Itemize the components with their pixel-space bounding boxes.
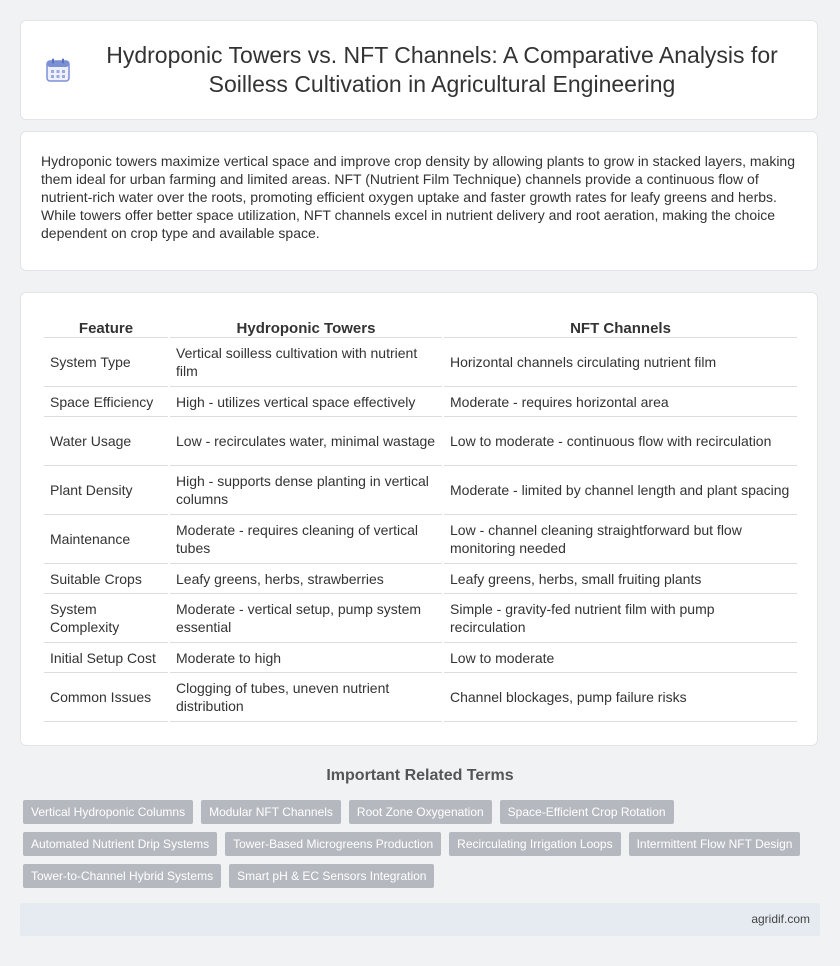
related-tag[interactable]: Tower-Based Microgreens Production bbox=[225, 832, 441, 856]
nft-cell: Channel blockages, pump failure risks bbox=[444, 673, 797, 722]
related-terms-list bbox=[23, 800, 813, 896]
towers-cell: High - utilizes vertical space effectively bbox=[170, 387, 442, 417]
nft-cell: Low to moderate bbox=[444, 643, 797, 673]
footer bbox=[20, 903, 820, 936]
comparison-card bbox=[20, 292, 818, 746]
intro-card bbox=[20, 131, 818, 271]
table-row bbox=[44, 338, 797, 387]
intro-paragraph: Hydroponic towers maximize vertical space and improve crop density by allowing plants to grow in stacked layers, making them ideal for urban farming and limited areas. NFT (Nutrient Film Technique) channels provide a continuous flow of nutrient-rich water over the roots, promoting efficient oxygen uptake and faster growth rates for leafy greens and herbs. While towers offer better space utilization, NFT channels excel in nutrient delivery and root aeration, making the choice dependent on crop type and available space. bbox=[41, 153, 795, 241]
calendar-icon bbox=[45, 57, 71, 83]
related-tag[interactable]: Root Zone Oxygenation bbox=[349, 800, 492, 824]
footer-site-link[interactable]: agridif.com bbox=[751, 912, 810, 926]
towers-cell: Moderate to high bbox=[170, 643, 442, 673]
table-row bbox=[44, 417, 797, 466]
table-row bbox=[44, 643, 797, 673]
table-header-row bbox=[44, 313, 797, 338]
towers-cell: Clogging of tubes, uneven nutrient distribution bbox=[170, 673, 442, 722]
comparison-table bbox=[42, 313, 799, 722]
related-tag[interactable]: Recirculating Irrigation Loops bbox=[449, 832, 620, 856]
related-terms-title: Important Related Terms bbox=[326, 767, 514, 784]
header-card bbox=[20, 20, 818, 120]
nft-cell: Moderate - requires horizontal area bbox=[444, 387, 797, 417]
related-tag[interactable]: Modular NFT Channels bbox=[201, 800, 341, 824]
header-feature: Feature bbox=[44, 313, 168, 338]
nft-cell: Simple - gravity-fed nutrient film with pump recirculation bbox=[444, 594, 797, 643]
towers-cell: Vertical soilless cultivation with nutrient film bbox=[170, 338, 442, 387]
header-towers: Hydroponic Towers bbox=[170, 313, 442, 338]
towers-cell: Moderate - vertical setup, pump system essential bbox=[170, 594, 442, 643]
table-row bbox=[44, 387, 797, 417]
nft-cell: Moderate - limited by channel length and plant spacing bbox=[444, 466, 797, 515]
feature-cell: Plant Density bbox=[44, 466, 168, 515]
feature-cell: Suitable Crops bbox=[44, 564, 168, 594]
towers-cell: Low - recirculates water, minimal wastage bbox=[170, 417, 442, 466]
feature-cell: System Complexity bbox=[44, 594, 168, 643]
related-tag[interactable]: Smart pH & EC Sensors Integration bbox=[229, 864, 434, 888]
nft-cell: Low - channel cleaning straightforward but flow monitoring needed bbox=[444, 515, 797, 564]
towers-cell: Leafy greens, herbs, strawberries bbox=[170, 564, 442, 594]
header-nft: NFT Channels bbox=[444, 313, 797, 338]
nft-cell: Low to moderate - continuous flow with recirculation bbox=[444, 417, 797, 466]
feature-cell: Common Issues bbox=[44, 673, 168, 722]
towers-cell: Moderate - requires cleaning of vertical tubes bbox=[170, 515, 442, 564]
towers-cell: High - supports dense planting in vertical columns bbox=[170, 466, 442, 515]
table-row bbox=[44, 594, 797, 643]
page-title: Hydroponic Towers vs. NFT Channels: A Comparative Analysis for Soilless Cultivation in Agricultural Engineering bbox=[106, 42, 778, 97]
feature-cell: Initial Setup Cost bbox=[44, 643, 168, 673]
nft-cell: Leafy greens, herbs, small fruiting plants bbox=[444, 564, 797, 594]
nft-cell: Horizontal channels circulating nutrient film bbox=[444, 338, 797, 387]
related-tag[interactable]: Automated Nutrient Drip Systems bbox=[23, 832, 217, 856]
related-tag[interactable]: Vertical Hydroponic Columns bbox=[23, 800, 193, 824]
feature-cell: Space Efficiency bbox=[44, 387, 168, 417]
table-row bbox=[44, 515, 797, 564]
related-tag[interactable]: Space-Efficient Crop Rotation bbox=[500, 800, 674, 824]
feature-cell: System Type bbox=[44, 338, 168, 387]
feature-cell: Maintenance bbox=[44, 515, 168, 564]
related-tag[interactable]: Tower-to-Channel Hybrid Systems bbox=[23, 864, 221, 888]
feature-cell: Water Usage bbox=[44, 417, 168, 466]
table-row bbox=[44, 673, 797, 722]
related-tag[interactable]: Intermittent Flow NFT Design bbox=[629, 832, 801, 856]
table-row bbox=[44, 466, 797, 515]
table-row bbox=[44, 564, 797, 594]
